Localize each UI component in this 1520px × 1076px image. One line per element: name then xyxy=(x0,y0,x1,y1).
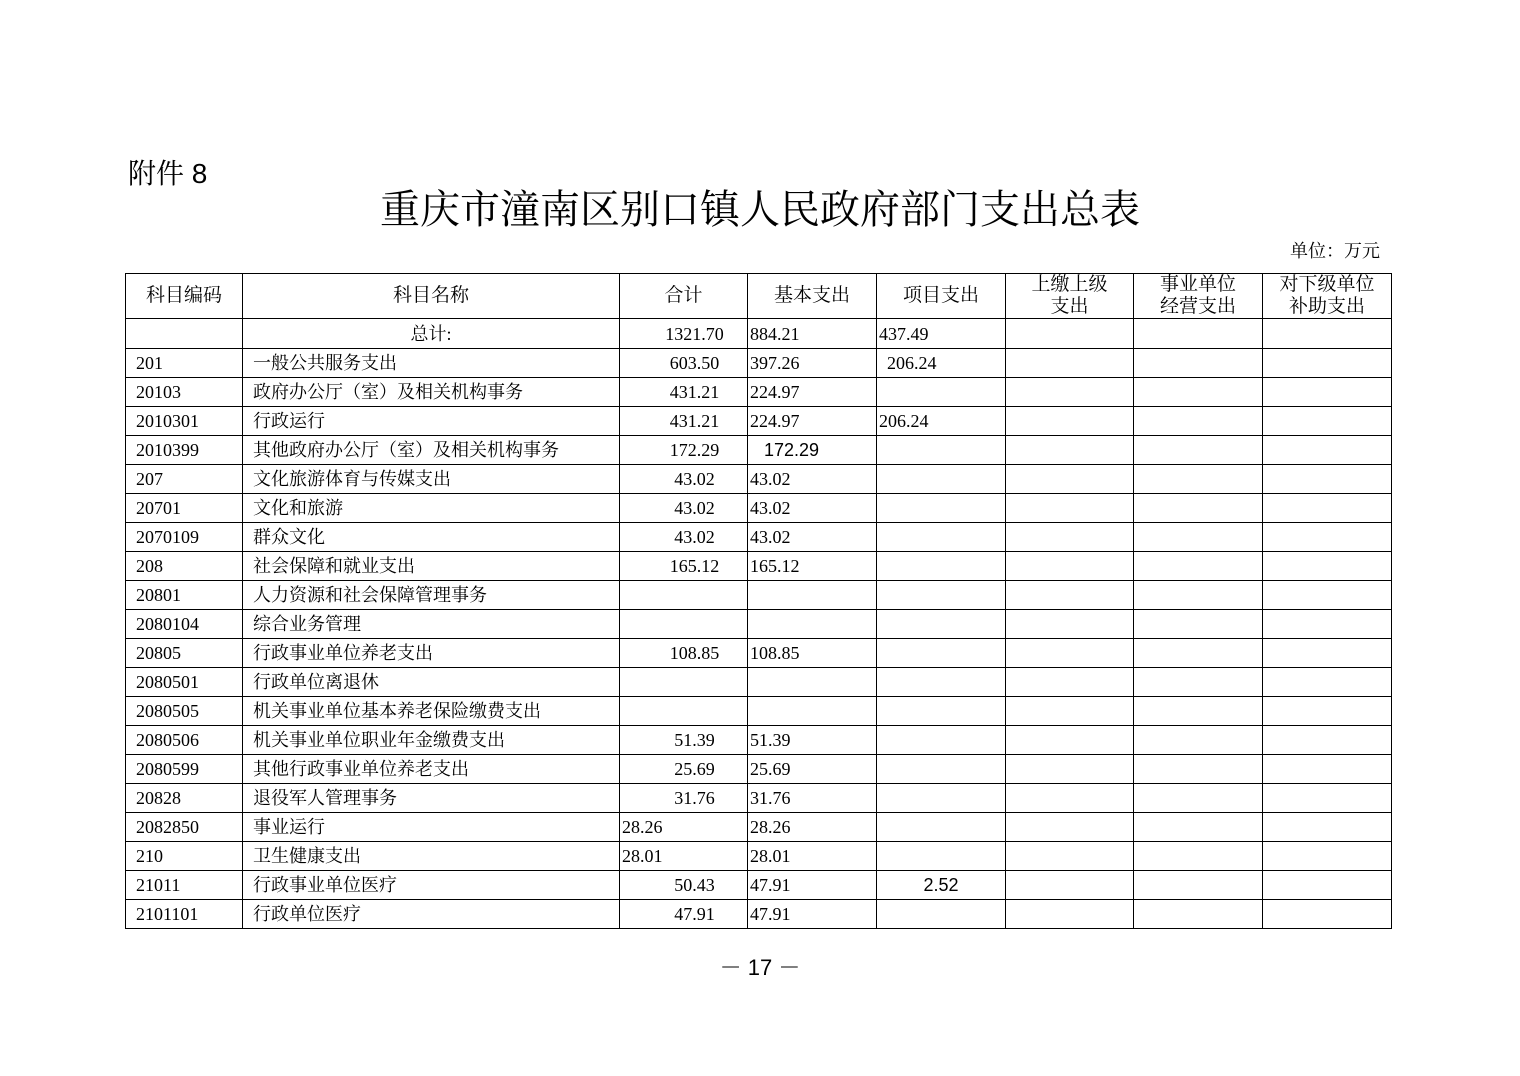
subsidy-to-subordinate-cell xyxy=(1263,842,1392,871)
basic-expense-cell: 224.97 xyxy=(748,407,877,436)
table-row xyxy=(126,842,1392,871)
subject-name-cell: 机关事业单位职业年金缴费支出 xyxy=(243,726,620,755)
subsidy-to-subordinate-cell xyxy=(1263,755,1392,784)
basic-expense-cell: 47.91 xyxy=(748,871,877,900)
project-expense-cell xyxy=(877,610,1006,639)
subsidy-to-subordinate-cell xyxy=(1263,900,1392,929)
basic-expense-cell: 51.39 xyxy=(748,726,877,755)
business-operation-cell xyxy=(1134,871,1263,900)
business-operation-cell xyxy=(1134,610,1263,639)
subject-code-cell: 2080501 xyxy=(126,668,243,697)
basic-expense-cell xyxy=(748,668,877,697)
subject-code-cell: 208 xyxy=(126,552,243,581)
total-amount-cell: 25.69 xyxy=(620,755,748,784)
basic-expense-cell xyxy=(748,697,877,726)
basic-expense-cell: 397.26 xyxy=(748,349,877,378)
subject-code-cell: 2010399 xyxy=(126,436,243,465)
subject-name-cell: 其他行政事业单位养老支出 xyxy=(243,755,620,784)
subject-code-cell: 2080104 xyxy=(126,610,243,639)
remit-to-superior-cell xyxy=(1006,319,1134,349)
project-expense-cell: 2.52 xyxy=(877,871,1006,900)
column-header-subsidy-to-subordinate: 对下级单位 补助支出 xyxy=(1263,274,1392,319)
subsidy-to-subordinate-cell xyxy=(1263,726,1392,755)
subject-name-cell: 行政单位离退休 xyxy=(243,668,620,697)
project-expense-cell: 206.24 xyxy=(877,349,1006,378)
subject-code-cell: 20801 xyxy=(126,581,243,610)
project-expense-cell xyxy=(877,552,1006,581)
subject-name-cell: 文化旅游体育与传媒支出 xyxy=(243,465,620,494)
attachment-label: 附件 8 xyxy=(128,158,208,189)
basic-expense-cell: 47.91 xyxy=(748,900,877,929)
subject-name-cell: 行政事业单位医疗 xyxy=(243,871,620,900)
subject-name-cell: 政府办公厅（室）及相关机构事务 xyxy=(243,378,620,407)
business-operation-cell xyxy=(1134,697,1263,726)
business-operation-cell xyxy=(1134,465,1263,494)
subsidy-to-subordinate-cell xyxy=(1263,697,1392,726)
project-expense-cell xyxy=(877,465,1006,494)
remit-to-superior-cell xyxy=(1006,755,1134,784)
business-operation-cell xyxy=(1134,784,1263,813)
project-expense-cell xyxy=(877,668,1006,697)
basic-expense-cell: 165.12 xyxy=(748,552,877,581)
total-amount-cell: 172.29 xyxy=(620,436,748,465)
table-row xyxy=(126,436,1392,465)
business-operation-cell xyxy=(1134,494,1263,523)
total-amount-cell: 1321.70 xyxy=(620,319,748,349)
remit-to-superior-cell xyxy=(1006,494,1134,523)
table-row xyxy=(126,784,1392,813)
page-title: 重庆市潼南区别口镇人民政府部门支出总表 xyxy=(380,188,1140,232)
remit-to-superior-cell xyxy=(1006,784,1134,813)
total-amount-cell: 431.21 xyxy=(620,378,748,407)
subject-name-cell: 行政单位医疗 xyxy=(243,900,620,929)
remit-to-superior-cell xyxy=(1006,407,1134,436)
project-expense-cell xyxy=(877,784,1006,813)
column-header-business-operation: 事业单位 经营支出 xyxy=(1134,274,1263,319)
subsidy-to-subordinate-cell xyxy=(1263,552,1392,581)
subsidy-to-subordinate-cell xyxy=(1263,639,1392,668)
project-expense-cell xyxy=(877,813,1006,842)
basic-expense-cell: 172.29 xyxy=(748,436,877,465)
table-row xyxy=(126,610,1392,639)
total-amount-cell: 43.02 xyxy=(620,523,748,552)
basic-expense-cell: 28.01 xyxy=(748,842,877,871)
total-amount-cell: 50.43 xyxy=(620,871,748,900)
subject-name-cell: 事业运行 xyxy=(243,813,620,842)
business-operation-cell xyxy=(1134,349,1263,378)
total-amount-cell: 431.21 xyxy=(620,407,748,436)
subject-code-cell: 20828 xyxy=(126,784,243,813)
subject-code-cell: 2082850 xyxy=(126,813,243,842)
subsidy-to-subordinate-cell xyxy=(1263,523,1392,552)
remit-to-superior-cell xyxy=(1006,465,1134,494)
business-operation-cell xyxy=(1134,581,1263,610)
subject-code-cell: 2010301 xyxy=(126,407,243,436)
total-amount-cell: 28.01 xyxy=(620,842,748,871)
total-amount-cell: 603.50 xyxy=(620,349,748,378)
remit-to-superior-cell xyxy=(1006,639,1134,668)
subject-name-cell: 行政运行 xyxy=(243,407,620,436)
business-operation-cell xyxy=(1134,842,1263,871)
subject-code-cell: 2070109 xyxy=(126,523,243,552)
remit-to-superior-cell xyxy=(1006,842,1134,871)
basic-expense-cell: 25.69 xyxy=(748,755,877,784)
project-expense-cell: 206.24 xyxy=(877,407,1006,436)
project-expense-cell xyxy=(877,697,1006,726)
business-operation-cell xyxy=(1134,378,1263,407)
business-operation-cell xyxy=(1134,813,1263,842)
total-amount-cell: 108.85 xyxy=(620,639,748,668)
subsidy-to-subordinate-cell xyxy=(1263,668,1392,697)
project-expense-cell xyxy=(877,755,1006,784)
table-row xyxy=(126,581,1392,610)
subject-name-cell: 卫生健康支出 xyxy=(243,842,620,871)
unit-label: 单位：万元 xyxy=(1290,241,1380,261)
basic-expense-cell xyxy=(748,581,877,610)
table-row xyxy=(126,465,1392,494)
subject-code-cell: 20103 xyxy=(126,378,243,407)
subject-code-cell: 2080506 xyxy=(126,726,243,755)
expenditure-table xyxy=(125,273,1392,929)
remit-to-superior-cell xyxy=(1006,436,1134,465)
basic-expense-cell: 43.02 xyxy=(748,523,877,552)
column-header-basic-expense: 基本支出 xyxy=(748,274,877,319)
project-expense-cell xyxy=(877,494,1006,523)
table-row xyxy=(126,552,1392,581)
basic-expense-cell: 884.21 xyxy=(748,319,877,349)
project-expense-cell xyxy=(877,436,1006,465)
subject-name-cell: 机关事业单位基本养老保险缴费支出 xyxy=(243,697,620,726)
remit-to-superior-cell xyxy=(1006,552,1134,581)
total-amount-cell: 165.12 xyxy=(620,552,748,581)
business-operation-cell xyxy=(1134,639,1263,668)
business-operation-cell xyxy=(1134,407,1263,436)
column-header-remit-to-superior: 上缴上级 支出 xyxy=(1006,274,1134,319)
total-amount-cell: 51.39 xyxy=(620,726,748,755)
subject-name-cell: 退役军人管理事务 xyxy=(243,784,620,813)
subject-name-cell: 综合业务管理 xyxy=(243,610,620,639)
project-expense-cell xyxy=(877,523,1006,552)
subsidy-to-subordinate-cell xyxy=(1263,494,1392,523)
remit-to-superior-cell xyxy=(1006,697,1134,726)
table-row xyxy=(126,407,1392,436)
remit-to-superior-cell xyxy=(1006,668,1134,697)
remit-to-superior-cell xyxy=(1006,378,1134,407)
total-amount-cell: 28.26 xyxy=(620,813,748,842)
business-operation-cell xyxy=(1134,726,1263,755)
subsidy-to-subordinate-cell xyxy=(1263,465,1392,494)
remit-to-superior-cell xyxy=(1006,581,1134,610)
table-row xyxy=(126,523,1392,552)
basic-expense-cell xyxy=(748,610,877,639)
subsidy-to-subordinate-cell xyxy=(1263,610,1392,639)
column-header-subject-name: 科目名称 xyxy=(243,274,620,319)
project-expense-cell xyxy=(877,726,1006,755)
subsidy-to-subordinate-cell xyxy=(1263,581,1392,610)
subject-name-cell: 文化和旅游 xyxy=(243,494,620,523)
project-expense-cell xyxy=(877,900,1006,929)
subject-name-cell: 一般公共服务支出 xyxy=(243,349,620,378)
remit-to-superior-cell xyxy=(1006,900,1134,929)
business-operation-cell xyxy=(1134,552,1263,581)
subject-code-cell: 2101101 xyxy=(126,900,243,929)
subsidy-to-subordinate-cell xyxy=(1263,378,1392,407)
table-row xyxy=(126,726,1392,755)
basic-expense-cell: 43.02 xyxy=(748,494,877,523)
remit-to-superior-cell xyxy=(1006,349,1134,378)
total-row xyxy=(126,319,1392,349)
remit-to-superior-cell xyxy=(1006,813,1134,842)
total-amount-cell: 31.76 xyxy=(620,784,748,813)
project-expense-cell xyxy=(877,842,1006,871)
subject-code-cell: 207 xyxy=(126,465,243,494)
total-amount-cell xyxy=(620,697,748,726)
basic-expense-cell: 108.85 xyxy=(748,639,877,668)
table-row xyxy=(126,755,1392,784)
column-header-total: 合计 xyxy=(620,274,748,319)
subject-name-cell: 群众文化 xyxy=(243,523,620,552)
table-row xyxy=(126,900,1392,929)
subject-name-cell: 行政事业单位养老支出 xyxy=(243,639,620,668)
subsidy-to-subordinate-cell xyxy=(1263,319,1392,349)
subject-name-cell: 其他政府办公厅（室）及相关机构事务 xyxy=(243,436,620,465)
subject-code-cell: 201 xyxy=(126,349,243,378)
page-number: － 17 － xyxy=(719,955,801,980)
project-expense-cell xyxy=(877,378,1006,407)
subsidy-to-subordinate-cell xyxy=(1263,349,1392,378)
business-operation-cell xyxy=(1134,436,1263,465)
business-operation-cell xyxy=(1134,755,1263,784)
subject-name-cell: 社会保障和就业支出 xyxy=(243,552,620,581)
subject-code-cell: 210 xyxy=(126,842,243,871)
subject-code-cell: 2080599 xyxy=(126,755,243,784)
remit-to-superior-cell xyxy=(1006,871,1134,900)
subsidy-to-subordinate-cell xyxy=(1263,407,1392,436)
subsidy-to-subordinate-cell xyxy=(1263,813,1392,842)
total-amount-cell xyxy=(620,581,748,610)
project-expense-cell: 437.49 xyxy=(877,319,1006,349)
table-row xyxy=(126,349,1392,378)
remit-to-superior-cell xyxy=(1006,610,1134,639)
total-amount-cell: 43.02 xyxy=(620,465,748,494)
subject-code-cell: 2080505 xyxy=(126,697,243,726)
basic-expense-cell: 43.02 xyxy=(748,465,877,494)
remit-to-superior-cell xyxy=(1006,523,1134,552)
basic-expense-cell: 28.26 xyxy=(748,813,877,842)
table-row xyxy=(126,494,1392,523)
table-row xyxy=(126,697,1392,726)
subject-name-cell: 人力资源和社会保障管理事务 xyxy=(243,581,620,610)
project-expense-cell xyxy=(877,581,1006,610)
subject-code-cell: 21011 xyxy=(126,871,243,900)
basic-expense-cell: 31.76 xyxy=(748,784,877,813)
table-row xyxy=(126,813,1392,842)
table-body xyxy=(126,319,1392,929)
subject-code-cell xyxy=(126,319,243,349)
subject-code-cell: 20701 xyxy=(126,494,243,523)
business-operation-cell xyxy=(1134,319,1263,349)
table-header-row xyxy=(126,274,1392,319)
column-header-subject-code: 科目编码 xyxy=(126,274,243,319)
table-row xyxy=(126,639,1392,668)
total-amount-cell: 43.02 xyxy=(620,494,748,523)
table-row xyxy=(126,871,1392,900)
project-expense-cell xyxy=(877,639,1006,668)
total-amount-cell: 47.91 xyxy=(620,900,748,929)
business-operation-cell xyxy=(1134,900,1263,929)
subsidy-to-subordinate-cell xyxy=(1263,784,1392,813)
subsidy-to-subordinate-cell xyxy=(1263,436,1392,465)
basic-expense-cell: 224.97 xyxy=(748,378,877,407)
table-row xyxy=(126,378,1392,407)
column-header-project-expense: 项目支出 xyxy=(877,274,1006,319)
subsidy-to-subordinate-cell xyxy=(1263,871,1392,900)
table-row xyxy=(126,668,1392,697)
total-amount-cell xyxy=(620,610,748,639)
business-operation-cell xyxy=(1134,668,1263,697)
remit-to-superior-cell xyxy=(1006,726,1134,755)
total-label-cell: 总计: xyxy=(243,319,620,349)
total-amount-cell xyxy=(620,668,748,697)
business-operation-cell xyxy=(1134,523,1263,552)
subject-code-cell: 20805 xyxy=(126,639,243,668)
